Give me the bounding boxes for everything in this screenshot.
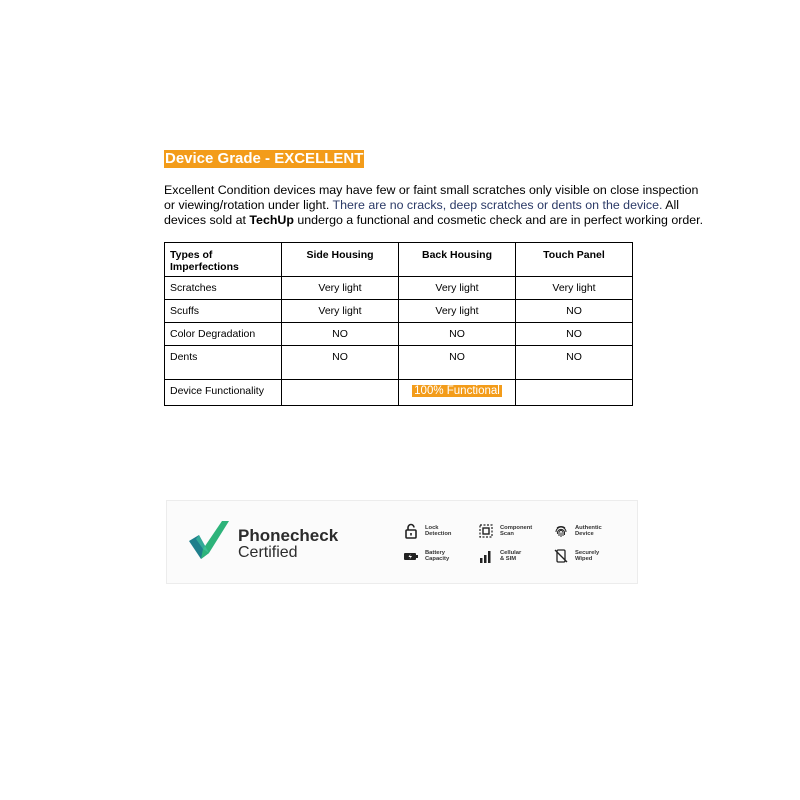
header-back-housing: Back Housing	[399, 243, 516, 277]
cell-empty	[516, 380, 633, 406]
feature-cellular-sim	[478, 548, 540, 564]
feature-securely-wiped	[553, 548, 615, 564]
feature-line: & SIM	[500, 556, 517, 562]
signal-icon	[478, 548, 494, 564]
cell-side: Very light	[282, 300, 399, 323]
table-row	[165, 346, 633, 380]
description-part-4: undergo a functional and cosmetic check and are in perfect working order.	[293, 213, 704, 227]
feature-line: Battery	[425, 549, 445, 556]
feature-component-scan	[478, 523, 540, 539]
phonecheck-check-logo-icon	[189, 521, 231, 561]
feature-battery-capacity	[403, 548, 465, 564]
feature-line: Detection	[425, 531, 452, 537]
table-row	[165, 300, 633, 323]
cell-functionality	[399, 380, 516, 406]
functionality-label: Device Functionality	[165, 380, 282, 406]
cell-back: Very light	[399, 277, 516, 300]
row-label: Dents	[165, 346, 282, 380]
feature-line: Scan	[500, 531, 514, 537]
battery-icon	[403, 548, 419, 564]
cell-touch: Very light	[516, 277, 633, 300]
table-row	[165, 323, 633, 346]
description-part-3: All devices sold at	[164, 198, 679, 227]
header-types: Types of Imperfections	[165, 243, 282, 277]
feature-line: Device	[575, 531, 594, 537]
seller-brand: TechUp	[249, 213, 294, 227]
phonecheck-brand: Phonecheck	[238, 526, 339, 545]
cell-back: NO	[399, 346, 516, 380]
functionality-row	[165, 380, 633, 406]
cell-empty	[282, 380, 399, 406]
phonecheck-certified-banner	[166, 500, 638, 584]
cell-side: Very light	[282, 277, 399, 300]
table-header-row	[165, 243, 633, 277]
feature-line: Lock	[425, 524, 439, 531]
table-row	[165, 277, 633, 300]
feature-line: Authentic	[575, 524, 602, 531]
feature-line: Wiped	[575, 556, 593, 562]
cell-back: NO	[399, 323, 516, 346]
header-side-housing: Side Housing	[282, 243, 399, 277]
component-scan-icon	[478, 523, 494, 539]
fingerprint-icon	[553, 523, 569, 539]
cell-side: NO	[282, 323, 399, 346]
feature-authentic-device	[553, 523, 615, 539]
lock-icon	[403, 523, 419, 539]
description-part-1: Excellent Condition devices may have few or faint small scratches only visible on close inspection or viewing/rotation under light.	[164, 183, 699, 212]
cell-touch: NO	[516, 346, 633, 380]
wiped-phone-icon	[553, 548, 569, 564]
cell-side: NO	[282, 346, 399, 380]
functional-badge: 100% Functional	[414, 385, 500, 397]
device-grade-title: Device Grade - EXCELLENT	[165, 150, 364, 167]
row-label: Scratches	[165, 277, 282, 300]
feature-line: Cellular	[500, 549, 522, 556]
cell-touch: NO	[516, 300, 633, 323]
imperfections-table	[164, 242, 633, 406]
cell-touch: NO	[516, 323, 633, 346]
row-label: Scuffs	[165, 300, 282, 323]
cell-back: Very light	[399, 300, 516, 323]
feature-line: Component	[500, 524, 533, 531]
feature-line: Capacity	[425, 556, 450, 562]
description-part-2: There are no cracks, deep scratches or dents on the device.	[332, 198, 663, 212]
feature-line: Securely	[575, 549, 600, 556]
grade-description	[164, 183, 704, 228]
phonecheck-certified-label: Certified	[238, 544, 298, 561]
row-label: Color Degradation	[165, 323, 282, 346]
header-touch-panel: Touch Panel	[516, 243, 633, 277]
feature-lock-detection	[403, 523, 465, 539]
